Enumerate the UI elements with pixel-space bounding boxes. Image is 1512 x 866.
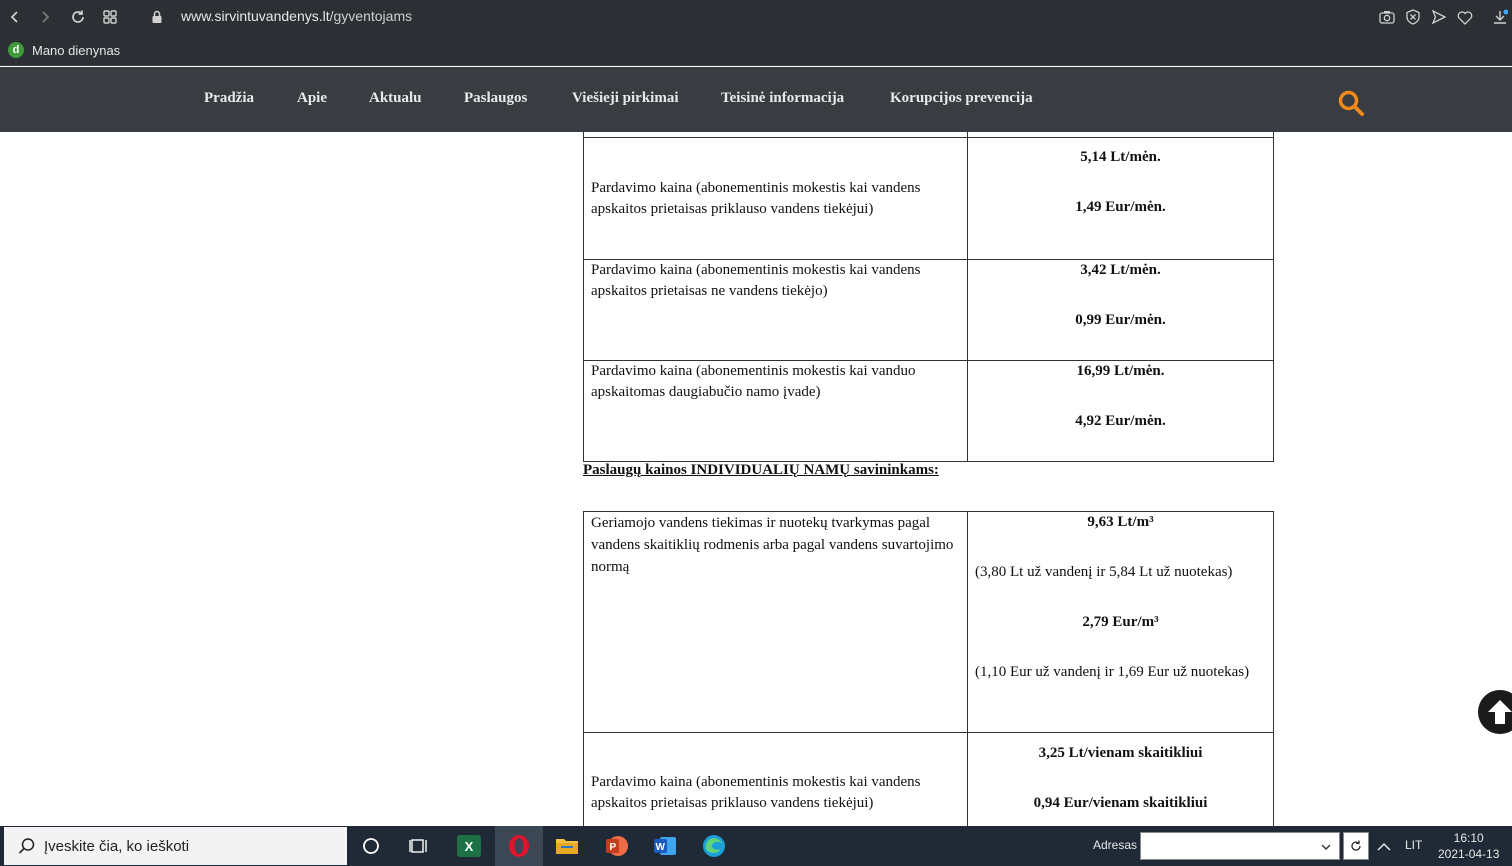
row-description: Pardavimo kaina (abonementinis mokestis kai vandens apskaitos prietaisas priklauso vandens tiekėjui) [584,733,968,827]
language-indicator[interactable]: LIT [1405,838,1423,852]
row-price [968,361,1274,462]
excel-icon[interactable]: X [445,826,493,866]
clock[interactable] [1438,830,1499,862]
row-description: Pardavimo kaina (abonementinis mokestis kai vandens apskaitos prietaisas priklauso vandens tiekėjui) [584,138,968,260]
chevron-up-icon[interactable] [1377,839,1391,857]
nav-item-apie[interactable]: Apie [297,90,327,106]
speed-dial-icon[interactable] [99,6,121,28]
price-lt: 3,42 Lt/mėn. [1080,262,1161,278]
address-go-button[interactable] [1343,832,1369,860]
adblock-icon[interactable] [1403,7,1423,27]
table-row [584,361,1274,462]
row-price [968,733,1274,827]
row-description: Pardavimo kaina (abonementinis mokestis kai vanduo apskaitomas daugiabučio namo įvade) [584,361,968,462]
bookmark-mano-dienynas[interactable] [8,40,120,60]
table-row [584,260,1274,361]
nav-item-viesieji-pirkimai[interactable]: Viešieji pirkimai [572,90,679,106]
search-icon[interactable] [1336,88,1366,118]
lock-icon [146,6,168,28]
chevron-down-icon [1321,844,1331,850]
send-icon[interactable] [1429,7,1449,27]
site-navigation [0,67,1512,132]
nav-item-paslaugos[interactable]: Paslaugos [464,90,528,106]
price-lt: 5,14 Lt/mėn. [1080,149,1161,165]
price-eur: 4,92 Eur/mėn. [1075,413,1166,429]
nav-item-aktualu[interactable]: Aktualu [369,90,422,106]
nav-item-korupcijos-prevencija[interactable]: Korupcijos prevencija [890,90,1033,106]
edge-icon[interactable] [690,826,738,866]
price-table-individual-houses [583,511,1274,826]
row-description: Pardavimo kaina (abonementinis mokestis kai vandens apskaitos prietaisas ne vandens tiekėjo) [584,260,968,361]
row-price [968,138,1274,260]
bookmarks-bar [0,34,1512,66]
refresh-icon [1350,840,1362,852]
heart-icon[interactable] [1455,7,1475,27]
price-eur: 0,94 Eur/vienam skaitikliui [1033,795,1208,811]
opera-icon[interactable] [495,826,543,866]
page-content [0,132,1512,826]
camera-icon[interactable] [1377,7,1397,27]
scroll-to-top-button[interactable] [1478,690,1512,734]
row-price [968,512,1274,733]
clock-time: 16:10 [1453,831,1484,845]
price-eur: 1,49 Eur/mėn. [1075,199,1166,215]
bookmark-label: Mano dienynas [32,42,121,58]
price-eur: 0,99 Eur/mėn. [1075,312,1166,328]
nav-item-teisine-informacija[interactable]: Teisinė informacija [721,90,845,106]
windows-taskbar [0,826,1512,866]
price-lt: 16,99 Lt/mėn. [1076,363,1165,379]
search-icon [18,837,36,855]
url-host: www.sirvintuvandenys.lt [181,8,330,24]
clock-date: 2021-04-13 [1438,847,1500,861]
price-eur-note: (1,10 Eur už vandenį ir 1,69 Eur už nuotekas) [975,664,1250,680]
dienynas-logo-icon: d [8,42,24,58]
nav-item-pradzia[interactable]: Pradžia [204,90,254,106]
table-row [584,512,1274,733]
price-table-apartments [583,132,1274,462]
taskbar-search-placeholder: Įveskite čia, ko ieškoti [44,837,190,855]
taskbar-search-box[interactable] [4,827,347,865]
address-bar[interactable] [181,8,412,24]
row-price [968,260,1274,361]
url-path: /gyventojams [329,8,413,24]
cortana-icon[interactable] [347,826,395,866]
section-heading-individual-houses: Paslaugų kainos INDIVIDUALIŲ NAMŲ savininkams: [583,462,939,478]
forward-icon[interactable] [34,6,56,28]
task-view-icon[interactable] [395,826,443,866]
table-row [584,733,1274,827]
price-lt-note: (3,80 Lt už vandenį ir 5,84 Lt už nuotekas) [975,564,1233,580]
price-lt: 3,25 Lt/vienam skaitikliui [1038,745,1203,761]
back-icon[interactable] [4,6,26,28]
download-icon[interactable] [1490,7,1510,27]
svg-text:P: P [609,842,617,853]
svg-text:W: W [655,842,665,853]
powerpoint-icon[interactable] [593,826,641,866]
address-toolbar-input[interactable] [1140,832,1340,860]
file-explorer-icon[interactable] [543,826,591,866]
reload-icon[interactable] [67,6,89,28]
browser-toolbar [0,0,1512,34]
price-lt: 9,63 Lt/m³ [1087,514,1154,530]
arrow-up-icon [1483,695,1512,729]
word-icon[interactable] [641,826,689,866]
address-toolbar-label: Adresas [1093,838,1138,852]
table-row [584,138,1274,260]
row-description: Geriamojo vandens tiekimas ir nuotekų tvarkymas pagal vandens skaitiklių rodmenis arba pagal vandens suvartojimo normą [584,512,968,733]
price-eur: 2,79 Eur/m³ [1082,614,1159,630]
